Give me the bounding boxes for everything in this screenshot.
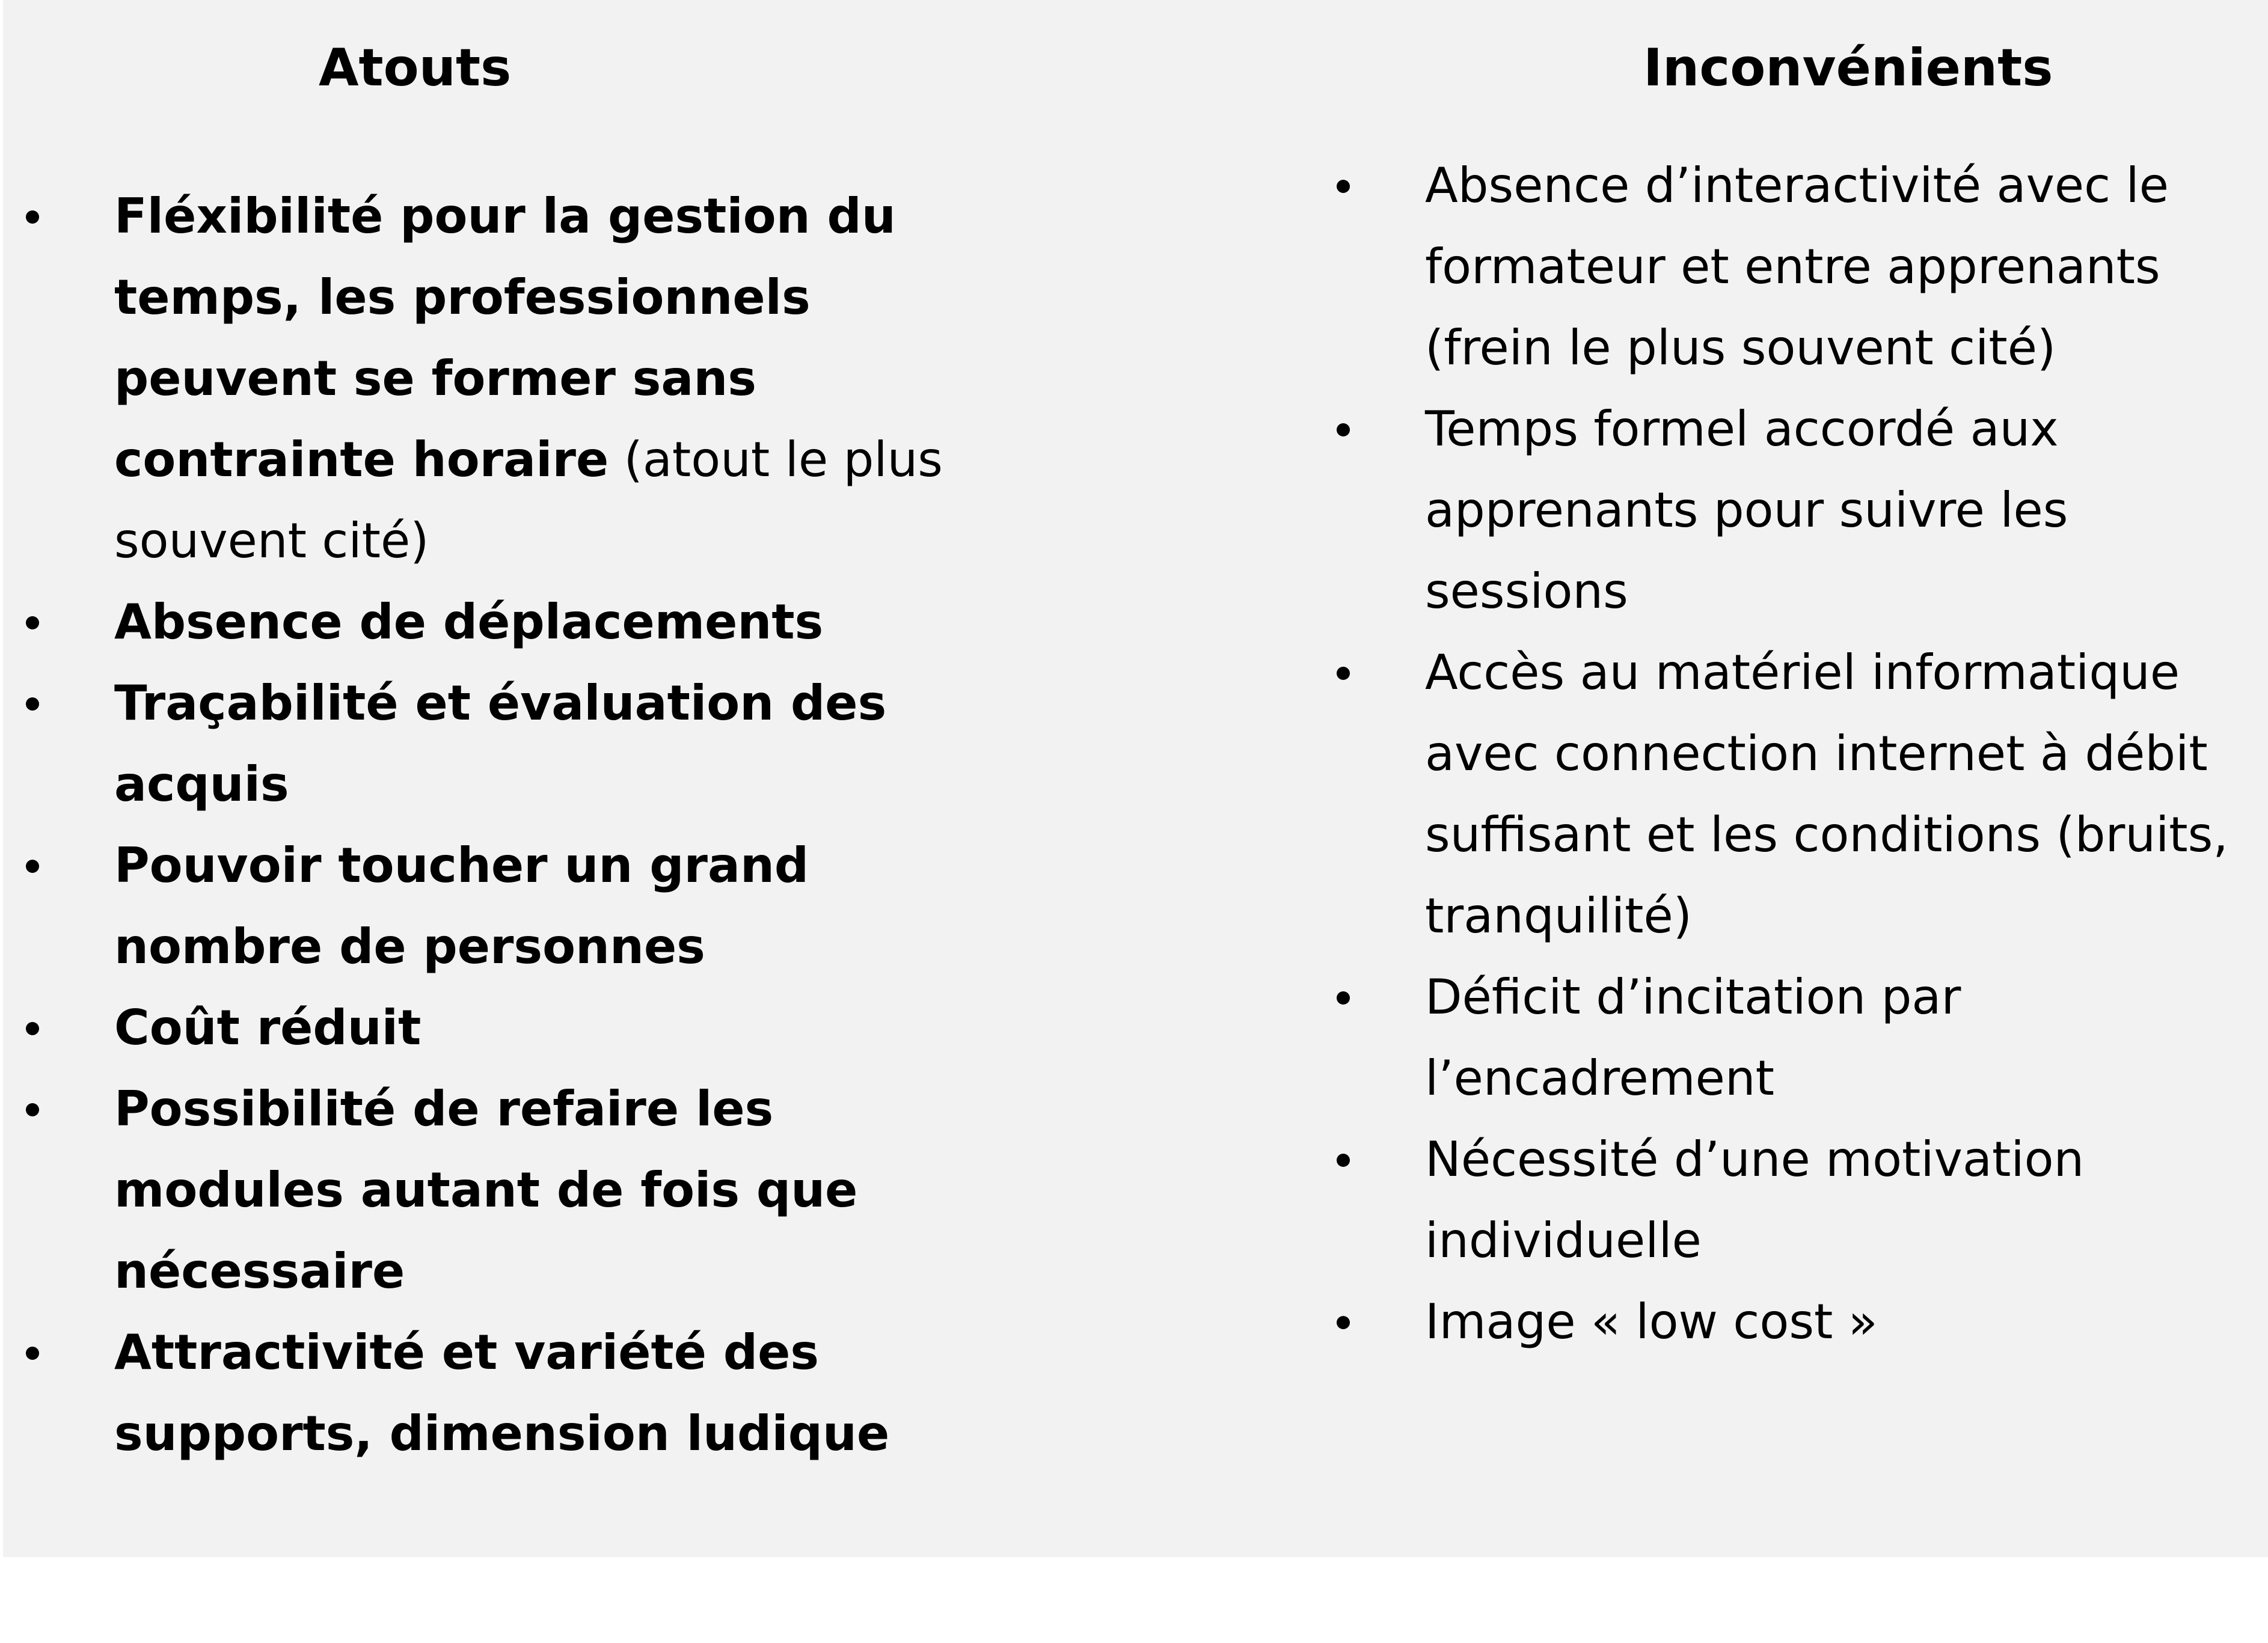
atouts-list-item [3, 176, 1001, 581]
bullet-icon [26, 860, 39, 873]
bullet-icon [26, 1022, 39, 1035]
inconvenients-item-text: Déficit d’incitation par l’encadrement [1425, 969, 1961, 1106]
inconvenients-list-item [1314, 1281, 2252, 1362]
bullet-icon [26, 697, 39, 711]
inconvenients-item-text: Image « low cost » [1425, 1294, 1878, 1350]
atouts-item-text: Absence de déplacements [114, 594, 824, 650]
atouts-list-item [3, 825, 1001, 987]
atouts-item-text: Possibilité de refaire les modules autant de fois que nécessaire [114, 1081, 858, 1299]
atouts-item-note: (atout le plus souvent cité) [114, 432, 943, 569]
bullet-icon [26, 616, 39, 629]
inconvenients-item-text: Temps formel accordé aux apprenants pour suivre les sessions [1425, 401, 2068, 619]
bullet-icon [1337, 180, 1350, 193]
inconvenients-list-item [1314, 956, 2252, 1119]
atouts-list-item [3, 987, 1001, 1068]
bullet-icon [1337, 1316, 1350, 1329]
bullet-icon [1337, 1154, 1350, 1167]
inconvenients-list-item [1314, 632, 2252, 956]
inconvenients-item-text: Absence d’interactivité avec le formateur et entre apprenants (frein le plus souvent cité) [1425, 158, 2169, 376]
inconvenients-heading: Inconvénients [1643, 38, 2053, 98]
atouts-item-text: Traçabilité et évaluation des acquis [114, 675, 887, 812]
atouts-heading: Atouts [319, 38, 512, 98]
bullet-icon [1337, 667, 1350, 680]
bullet-icon [1337, 423, 1350, 436]
inconvenients-list-item [1314, 1119, 2252, 1281]
inconvenients-list [1314, 145, 2252, 1362]
atouts-item-text: Fléxibilité pour la gestion du temps, les professionnels peuvent se former sans contrainte horaire [114, 188, 896, 488]
atouts-list-item [3, 1068, 1001, 1312]
bullet-icon [1337, 991, 1350, 1005]
bullet-icon [26, 1347, 39, 1360]
atouts-list-item [3, 581, 1001, 662]
atouts-item-text: Pouvoir toucher un grand nombre de personnes [114, 837, 809, 974]
comparison-panel [3, 0, 2268, 1557]
bullet-icon [26, 210, 39, 224]
atouts-item-text: Coût réduit [114, 1000, 421, 1056]
bullet-icon [26, 1103, 39, 1116]
inconvenients-list-item [1314, 145, 2252, 388]
atouts-list-item [3, 662, 1001, 825]
atouts-item-text: Attractivité et variété des supports, dimension ludique [114, 1324, 890, 1461]
atouts-list [3, 176, 1001, 1474]
atouts-list-item [3, 1312, 1001, 1474]
inconvenients-item-text: Accès au matériel informatique avec connection internet à débit suffisant et les conditions (bruits, tranquilité) [1425, 644, 2228, 944]
inconvenients-list-item [1314, 388, 2252, 632]
inconvenients-item-text: Nécessité d’une motivation individuelle [1425, 1131, 2085, 1268]
